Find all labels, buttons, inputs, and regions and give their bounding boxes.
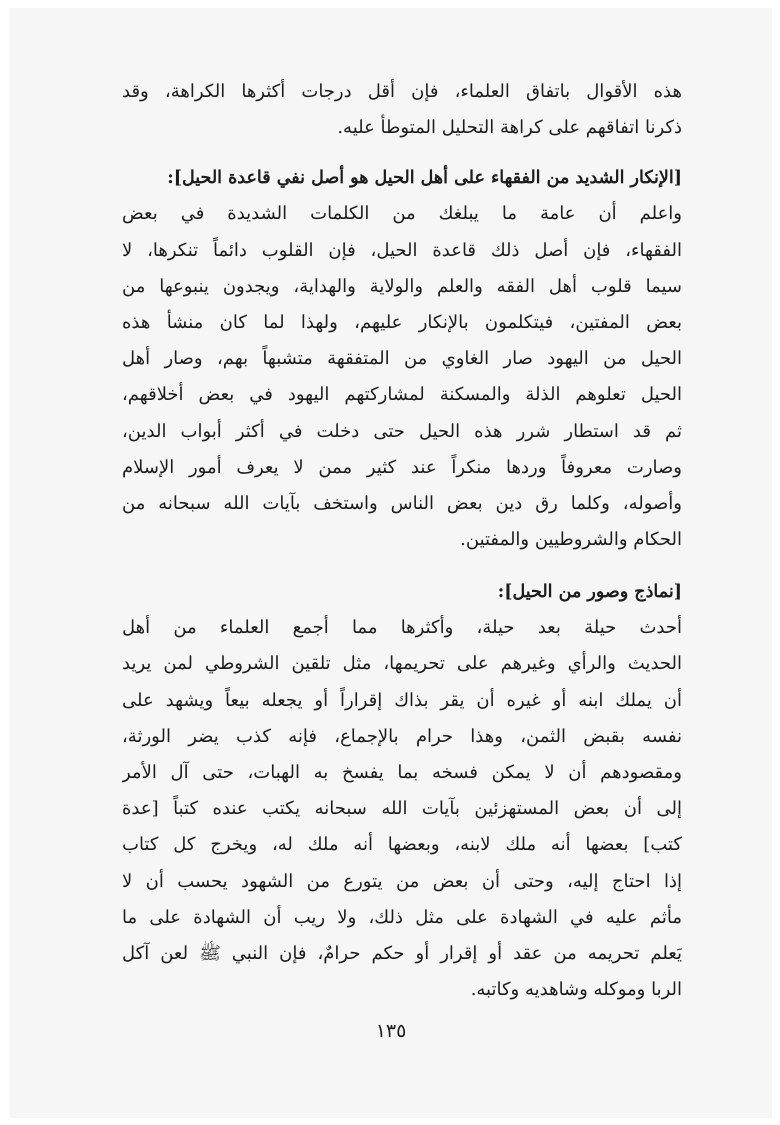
paragraph-1 [122, 74, 682, 146]
text-line: يَعلم تحريمه من عقد أو إقرار أو حكم حرامٌ، فإن النبي ﷺ لعن آكل [122, 942, 682, 964]
text-line: أن يملك ابنه أو غيره أن يقر بذاك إقراراً أو يجعله بيعاً ويشهد على [122, 689, 682, 711]
section-1 [122, 160, 682, 558]
text-line: كتب] بعضها أنه ملك لابنه، وبعضها أنه ملك له، ويخرج كل كتاب [122, 834, 682, 856]
text-line: واعلم أن عامة ما يبلغك من الكلمات الشديدة في بعض [122, 203, 682, 225]
page-number: ١٣٥ [375, 1020, 407, 1042]
text-line: نفسه بقبض الثمن، وهذا حرام بالإجماع، فإنه كذب يضر الورثة، [122, 725, 682, 747]
text-line: مأثم عليه في الشهادة على مثل ذلك، ولا ريب أن الشهادة على ما [122, 906, 682, 928]
text-line: ومقصودهم أن لا يمكن فسخه بما يفسخ به الهبات، حتى آل الأمر [122, 762, 682, 783]
text-line: الحديث والرأي وغيرهم على تحريمها، مثل تلقين الشروطي لمن يريد [122, 653, 682, 675]
text-line: سيما قلوب أهل الفقه والعلم والولاية والهداية، ويجدون ينبوعها من [122, 275, 682, 297]
text-line: أحدث حيلة بعد حيلة، وأكثرها مما أجمع العلماء من أهل [122, 617, 682, 639]
text-line: الحيل تعلوهم الذلة والمسكنة لمشاركتهم اليهود في بعض أخلاقهم، [122, 384, 682, 406]
section-heading: [نماذج وصور من الحيل]: [497, 582, 682, 603]
section-2 [122, 574, 682, 1008]
text-line: الحيل من اليهود صار الغاوي من المتفقهة متشبهاً بهم، وصار أهل [122, 348, 682, 370]
text-line: الحكام والشروطيين والمفتين. [460, 529, 682, 551]
text-line: بعض المفتين، فيتكلمون بالإنكار عليهم، ولهذا لما كان منشأ هذه [122, 311, 682, 333]
text-line: ثم قد استطار شرر هذه الحيل حتى دخلت في أكثر أبواب الدين، [122, 420, 682, 442]
text-line: وأصوله، وكلما رق دين بعض الناس واستخف بآيات الله سبحانه من [122, 492, 682, 514]
book-page [10, 8, 772, 1118]
text-line: ذكرنا اتفاقهم على كراهة التحليل المتوطأ عليه. [337, 117, 682, 139]
text-line: هذه الأقوال باتفاق العلماء، فإن أقل درجات أكثرها الكراهة، وقد [122, 81, 682, 102]
text-line: الربا وموكله وشاهديه وكاتبه. [470, 979, 682, 1001]
page-body [122, 74, 682, 1008]
text-line: إلى أن بعض المستهزئين بآيات الله سبحانه يكتب عنده كتباً [عدة [122, 798, 682, 820]
text-line: وصارت معروفاً وردها منكراً عند كثير ممن لا يعرف أمور الإسلام [122, 456, 682, 478]
section-heading: [الإنكار الشديد من الفقهاء على أهل الحيل هو أصل نفي قاعدة الحيل]: [167, 168, 682, 189]
text-line: الفقهاء، فإن أصل ذلك قاعدة الحيل، فإن القلوب دائماً تنكرها، لا [122, 239, 682, 261]
text-line: إذا احتاج إليه، وحتى أن بعض من يتورع من الشهود يحسب أن لا [122, 870, 682, 892]
